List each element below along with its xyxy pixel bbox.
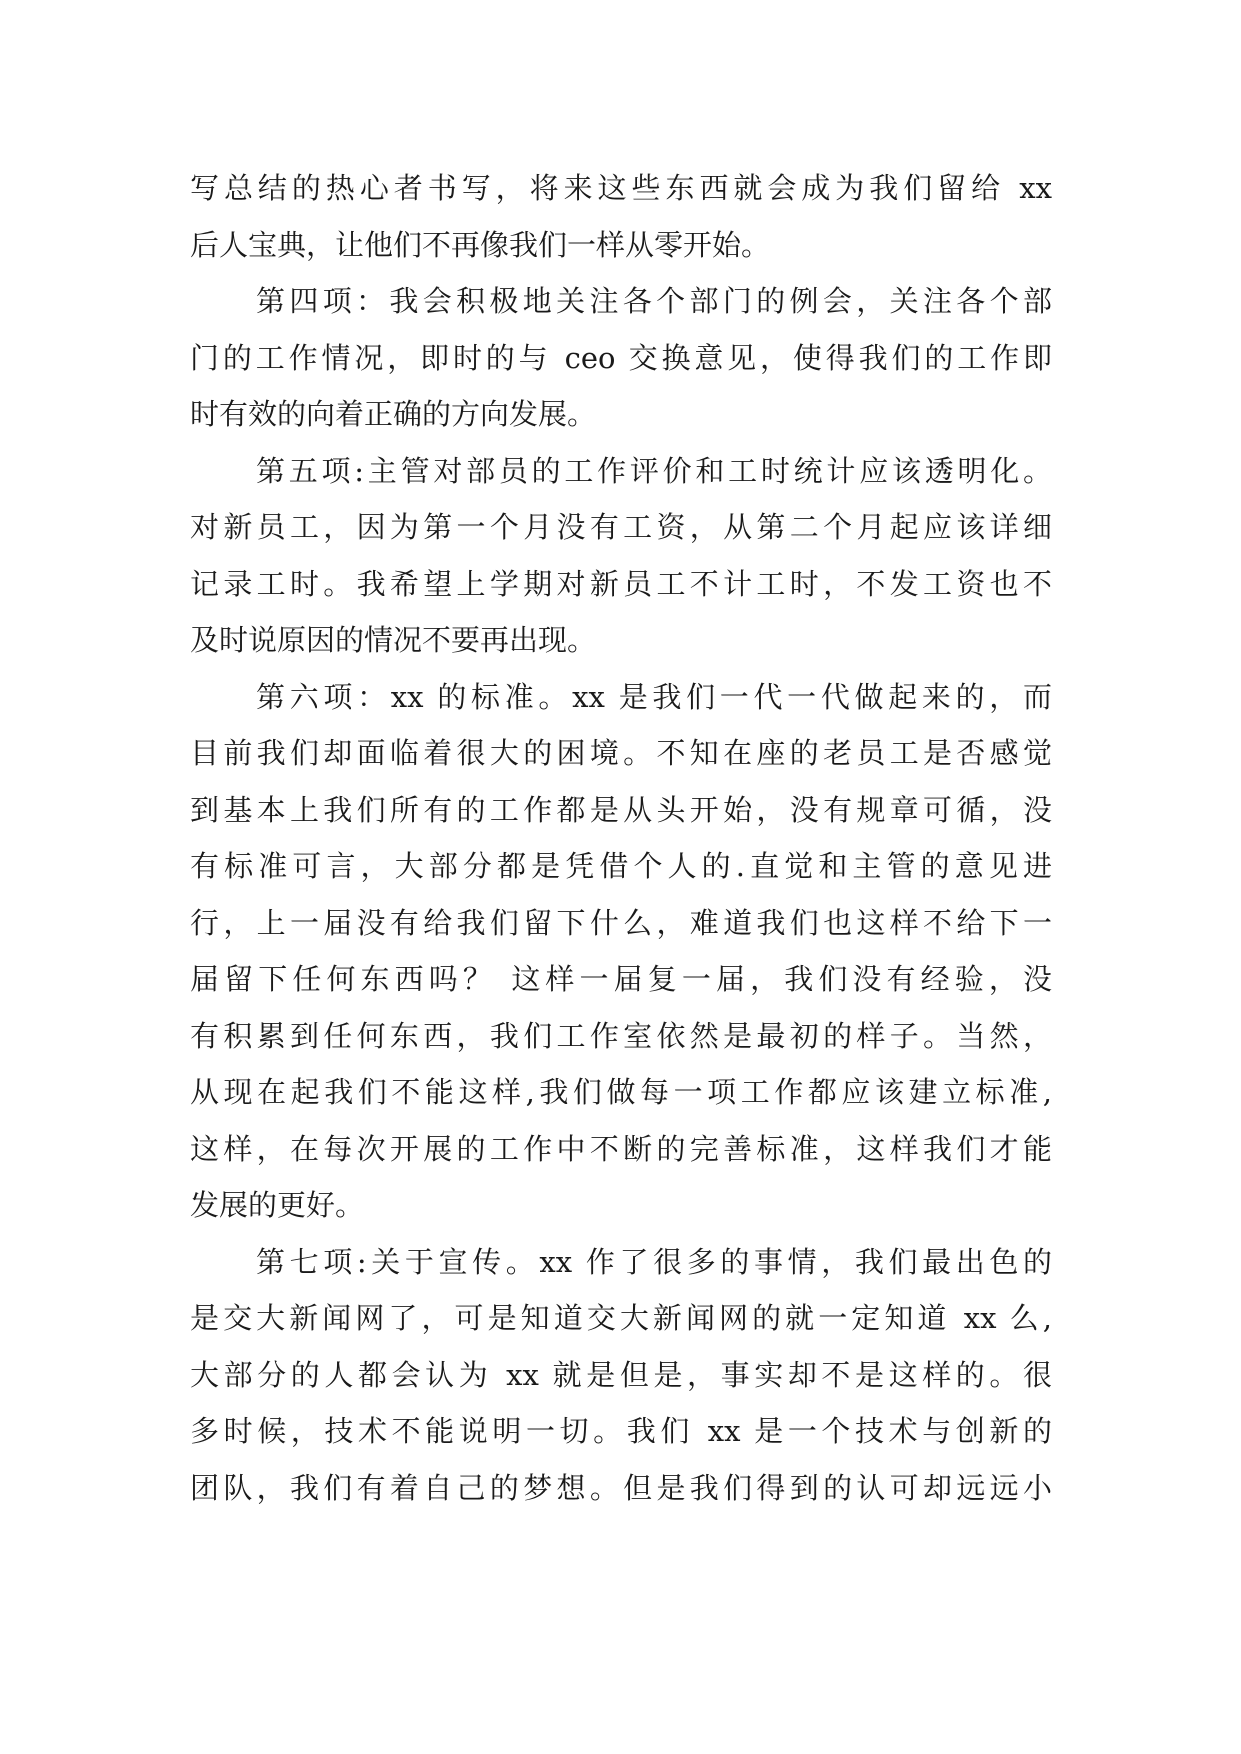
text-line: 这样，在每次开展的工作中不断的完善标准，这样我们才能 <box>190 1131 1052 1166</box>
text-line: 时有效的向着正确的方向发展。 <box>190 397 597 431</box>
text-line: 后人宝典，让他们不再像我们一样从零开始。 <box>190 227 771 262</box>
text-line: 届留下任何东西吗？ 这样一届复一届，我们没有经验，没 <box>190 962 1052 996</box>
text-line: 写总结的热心者书写，将来这些东西就会成为我们留给 xx <box>190 171 1052 205</box>
text-line: 有积累到任何东西，我们工作室依然是最初的样子。当然， <box>190 1018 1052 1053</box>
text-line: 对新员工，因为第一个月没有工资，从第二个月起应该详细 <box>190 510 1052 544</box>
text-line: 是交大新闻网了，可是知道交大新闻网的就一定知道 xx 么, <box>190 1301 1052 1335</box>
text-line: 从现在起我们不能这样,我们做每一项工作都应该建立标准, <box>190 1075 1052 1109</box>
text-line: 发展的更好。 <box>190 1188 365 1222</box>
text-line: 多时候，技术不能说明一切。我们 xx 是一个技术与创新的 <box>190 1414 1052 1448</box>
text-line: 目前我们却面临着很大的困境。不知在座的老员工是否感觉 <box>190 736 1052 770</box>
text-line: 门的工作情况，即时的与 ceo 交换意见，使得我们的工作即 <box>190 340 1052 375</box>
text-line: 大部分的人都会认为 xx 就是但是，事实却不是这样的。很 <box>190 1357 1052 1392</box>
paragraph-heading-line: 第四项：我会积极地关注各个部门的例会，关注各个部 <box>256 284 1052 318</box>
paragraph-heading-line: 第七项:关于宣传。xx 作了很多的事情，我们最出色的 <box>256 1244 1052 1279</box>
paragraph-heading-line: 第五项:主管对部员的工作评价和工时统计应该透明化。 <box>256 453 1052 488</box>
text-line: 及时说原因的情况不要再出现。 <box>190 623 597 657</box>
text-line: 到基本上我们所有的工作都是从头开始，没有规章可循，没 <box>190 792 1052 827</box>
text-line: 行，上一届没有给我们留下什么，难道我们也这样不给下一 <box>190 905 1052 940</box>
text-line: 团队，我们有着自己的梦想。但是我们得到的认可却远远小 <box>190 1470 1052 1505</box>
text-line: 有标准可言，大部分都是凭借个人的.直觉和主管的意见进 <box>190 849 1052 883</box>
paragraph-heading-line: 第六项：xx 的标准。xx 是我们一代一代做起来的，而 <box>256 679 1052 714</box>
document-body <box>190 160 1052 1516</box>
text-line: 记录工时。我希望上学期对新员工不计工时，不发工资也不 <box>190 566 1052 601</box>
